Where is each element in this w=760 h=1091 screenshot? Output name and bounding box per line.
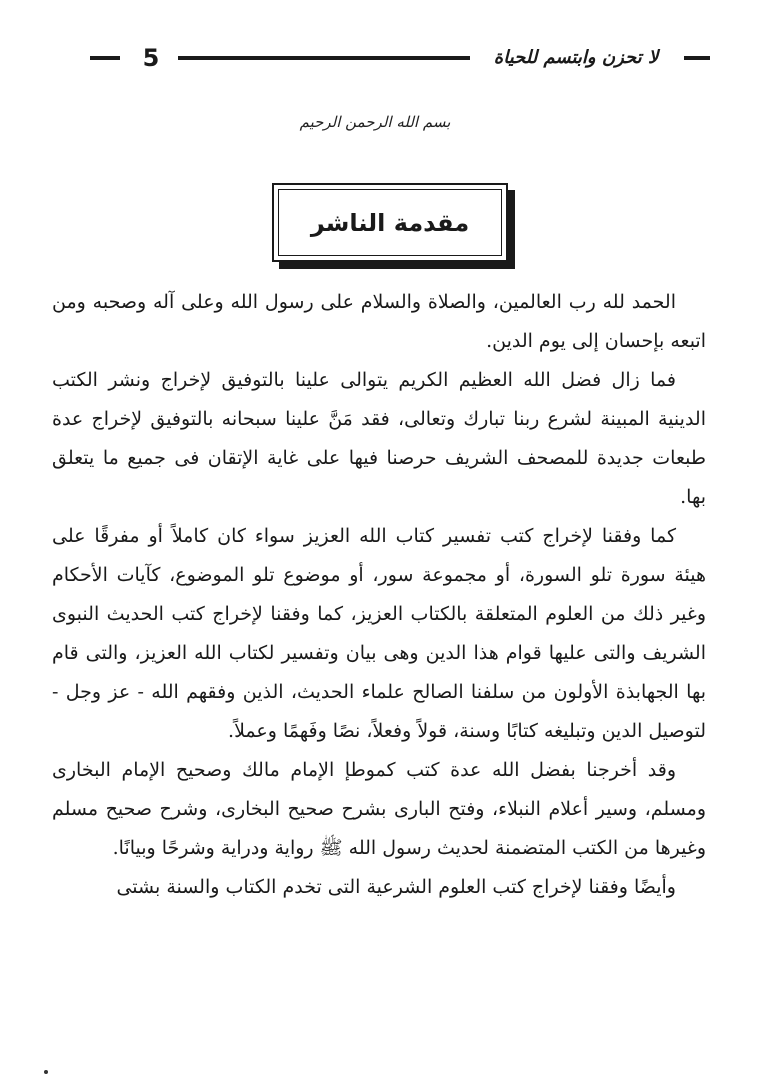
- scan-speck: [44, 1070, 48, 1074]
- header-rule-left: [90, 56, 120, 60]
- basmala-calligraphy: بسم الله الرحمن الرحيم: [299, 113, 451, 131]
- header-rule-right: [684, 56, 710, 60]
- paragraph-5: وأيضًا وفقنا لإخراج كتب العلوم الشرعية التى تخدم الكتاب والسنة بشتى: [116, 876, 676, 898]
- paragraph-2: فما زال فضل الله العظيم الكريم يتوالى علينا بالتوفيق لإخراج ونشر الكتب الدينية المبينة لشرع ربنا تبارك وتعالى، فقد مَنَّ علينا سبحانه بالتوفيق لإخراج عدة طبعات جديدة للمصحف الشريف حرصنا فيها على غاية الإتقان فى جميع ما يتعلق بها.: [52, 369, 706, 508]
- page-header: [90, 42, 708, 78]
- running-title: لا تحزن وابتسم للحياة: [493, 47, 659, 68]
- page-number: 5: [142, 44, 160, 72]
- section-title-frame: [272, 183, 508, 262]
- header-rule-middle: [178, 56, 470, 60]
- paragraph-4: وقد أخرجنا بفضل الله عدة كتب كموطإ الإمام مالك وصحيح الإمام البخارى ومسلم، وسير أعلام النبلاء، وفتح البارى بشرح صحيح البخارى، وشرح صحيح مسلم وغيرها من الكتب المتضمنة لحديث رسول الله ﷺ رواية ودراية وشرحًا وبيانًا.: [52, 759, 706, 859]
- paragraph-1: الحمد لله رب العالمين، والصلاة والسلام على رسول الله وعلى آله وصحبه ومن اتبعه بإحسان إلى يوم الدين.: [52, 291, 706, 352]
- section-title: مقدمة الناشر: [310, 208, 470, 237]
- paragraph-3: كما وفقنا لإخراج كتب تفسير كتاب الله العزيز سواء كان كاملاً أو مفرقًا على هيئة سورة تلو السورة، أو مجموعة سور، أو موضوع تلو الموضوع، كآيات الأحكام وغير ذلك من العلوم المتعلقة بالكتاب العزيز، كما وفقنا لإخراج كتب الحديث النبوى الشريف والتى عليها قوام هذا الدين وهى بيان وتفسير لكتاب الله العزيز، والتى قام بها الجهابذة الأولون من سلفنا الصالح علماء الحديث، الذين وفقهم الله - عز وجل - لتوصيل الدين وتبليغه كتابًا وسنة، قولاً وفعلاً، نصًا وفَهمًا وعملاً.: [52, 525, 706, 742]
- body-text: [52, 283, 706, 907]
